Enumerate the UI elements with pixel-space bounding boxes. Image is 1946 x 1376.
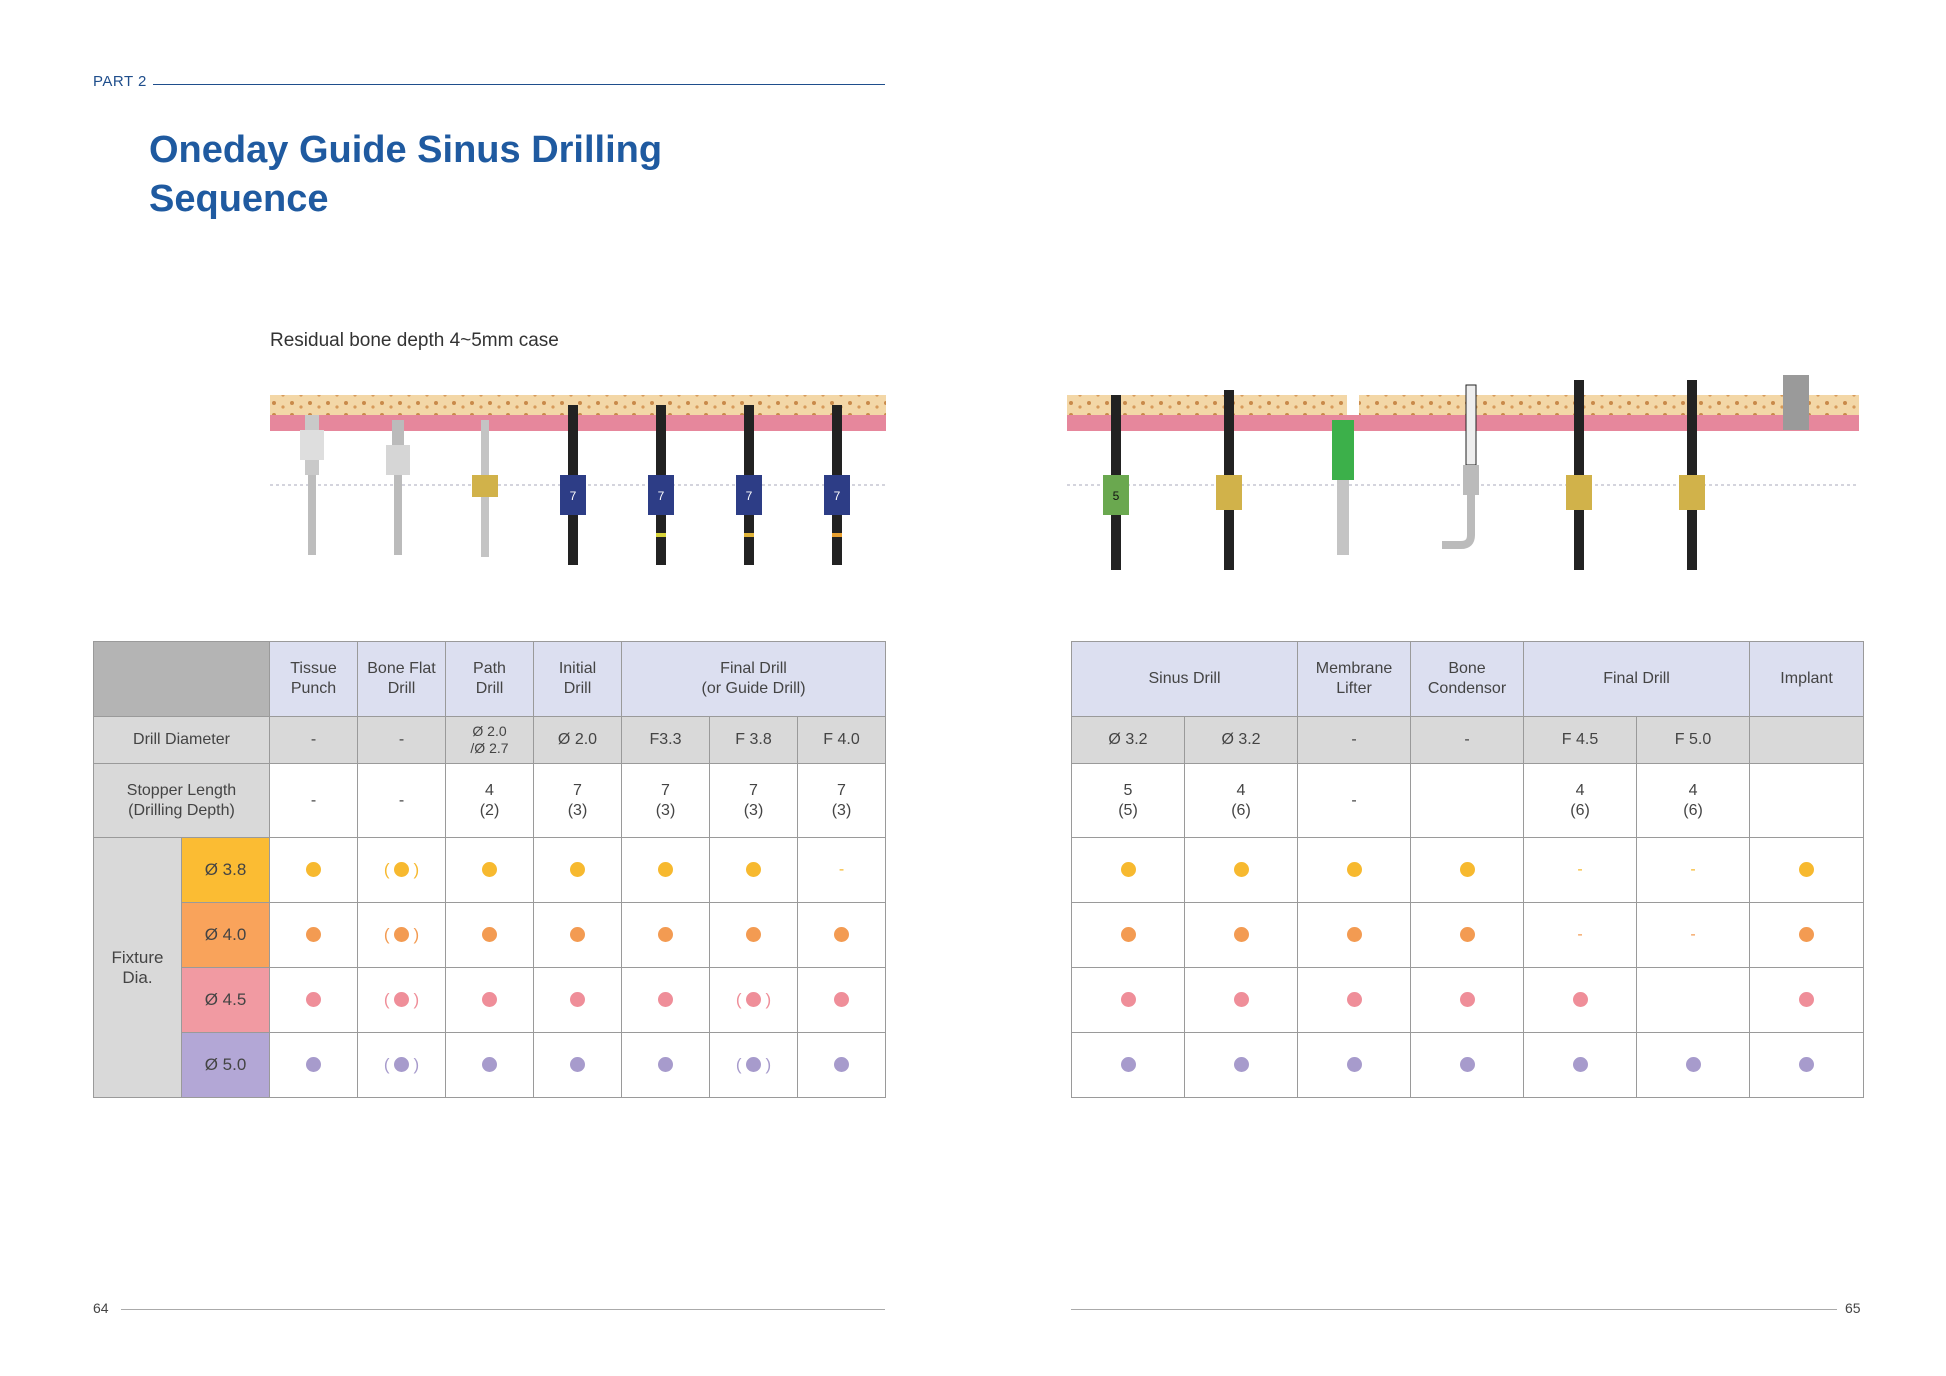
table-cell: 5 (5) xyxy=(1072,764,1185,838)
fixture-size-label: Ø 3.8 xyxy=(182,838,270,903)
indicator-cell xyxy=(1524,1033,1637,1098)
indicator-cell xyxy=(1524,903,1637,968)
table-cell: - xyxy=(1298,717,1411,764)
paren-open-icon: ( xyxy=(383,989,390,1009)
table-cell: 7 (3) xyxy=(534,764,622,838)
indicator-cell xyxy=(1750,1033,1864,1098)
recommended-dot-icon xyxy=(394,992,409,1007)
gum-layer xyxy=(1067,415,1859,431)
table-cell: F 4.0 xyxy=(798,717,886,764)
indicator-cell xyxy=(1185,968,1298,1033)
recommended-dot-icon xyxy=(1686,1057,1701,1072)
header-label: Punch xyxy=(290,680,337,697)
header-implant: Implant xyxy=(1750,642,1864,717)
table-cell: F3.3 xyxy=(622,717,710,764)
table-cell: Ø 3.2 xyxy=(1185,717,1298,764)
indicator-cell xyxy=(1072,1033,1185,1098)
sinus-drill-size-label: 5 xyxy=(1112,489,1120,503)
indicator-cell xyxy=(270,903,358,968)
indicator-cell xyxy=(798,968,886,1033)
recommended-dot-icon xyxy=(1234,927,1249,942)
indicator-cell xyxy=(446,1033,534,1098)
recommended-dot-icon xyxy=(1573,992,1588,1007)
indicator-cell xyxy=(1072,903,1185,968)
indicator-cell xyxy=(622,1033,710,1098)
table-cell: - xyxy=(1298,764,1411,838)
recommended-dot-icon xyxy=(306,862,321,877)
recommended-dot-icon xyxy=(306,1057,321,1072)
recommended-dot-icon xyxy=(394,1057,409,1072)
indicator-cell xyxy=(270,1033,358,1098)
indicator-cell xyxy=(1411,838,1524,903)
stopper-length-row xyxy=(1072,764,1864,838)
part-divider xyxy=(153,84,885,85)
table-cell: 4 (6) xyxy=(1185,764,1298,838)
indicator-cell xyxy=(1185,838,1298,903)
header-label: Drill xyxy=(475,680,504,697)
recommended-dot-icon xyxy=(306,927,321,942)
recommended-dot-icon xyxy=(1799,927,1814,942)
recommended-dot-icon xyxy=(1121,1057,1136,1072)
recommended-dot-icon xyxy=(1573,1057,1588,1072)
indicator-cell xyxy=(534,838,622,903)
table-header-row xyxy=(94,642,886,717)
indicator-cell xyxy=(710,838,798,903)
indicator-cell xyxy=(1524,838,1637,903)
paren-open-icon: ( xyxy=(735,1054,742,1074)
recommended-dot-icon xyxy=(1121,862,1136,877)
indicator-cell xyxy=(1185,1033,1298,1098)
header-label: Tissue xyxy=(290,660,337,677)
not-used-dash-icon: - xyxy=(1577,926,1583,943)
fixture-row xyxy=(1072,838,1864,903)
indicator-cell xyxy=(1298,838,1411,903)
header-sinus-drill: Sinus Drill xyxy=(1072,642,1298,717)
recommended-dot-icon xyxy=(1347,862,1362,877)
final-drill-33-size-label: 7 xyxy=(657,489,665,503)
recommended-dot-icon xyxy=(1799,862,1814,877)
paren-close-icon: ) xyxy=(413,859,420,879)
indicator-cell xyxy=(1750,968,1864,1033)
path-drill-icon xyxy=(472,420,498,557)
implant-icon xyxy=(1783,375,1809,430)
table-cell: 7 (3) xyxy=(622,764,710,838)
recommended-dot-icon xyxy=(1347,927,1362,942)
indicator-cell xyxy=(358,968,446,1033)
recommended-dot-icon xyxy=(746,992,761,1007)
recommended-dot-icon xyxy=(834,1057,849,1072)
table-cell: - xyxy=(270,764,358,838)
page-title xyxy=(149,126,662,224)
recommended-dot-icon xyxy=(570,862,585,877)
indicator-cell xyxy=(798,1033,886,1098)
recommended-dot-icon xyxy=(482,1057,497,1072)
recommended-dot-icon xyxy=(658,862,673,877)
not-used-dash-icon: - xyxy=(1690,861,1696,878)
row-label xyxy=(94,764,270,838)
indicator-cell xyxy=(1750,838,1864,903)
part-label: PART 2 xyxy=(93,73,147,90)
not-used-dash-icon: - xyxy=(838,861,845,878)
table-cell: - xyxy=(358,717,446,764)
fixture-row xyxy=(1072,903,1864,968)
table-cell: Ø 2.0 xyxy=(534,717,622,764)
indicator-cell xyxy=(1298,968,1411,1033)
table-cell: - xyxy=(270,717,358,764)
paren-close-icon: ) xyxy=(765,989,772,1009)
paren-open-icon: ( xyxy=(735,989,742,1009)
indicator-cell xyxy=(534,968,622,1033)
case-subtitle: Residual bone depth 4~5mm case xyxy=(270,330,559,351)
recommended-dot-icon xyxy=(658,992,673,1007)
fixture-dia-label: Fixture Dia. xyxy=(94,838,182,1098)
table-cell: 4 (2) xyxy=(446,764,534,838)
bone-flat-drill-icon xyxy=(386,420,410,555)
indicator-cell xyxy=(534,1033,622,1098)
fixture-row xyxy=(94,1033,886,1098)
recommended-dot-icon xyxy=(1799,1057,1814,1072)
paren-close-icon: ) xyxy=(765,1054,772,1074)
title-line-1: Oneday Guide Sinus Drilling xyxy=(149,129,663,171)
membrane-lifter-icon xyxy=(1332,420,1354,555)
indicator-cell xyxy=(446,903,534,968)
indicator-cell xyxy=(798,838,886,903)
indicator-cell xyxy=(1072,838,1185,903)
header-label: Drill xyxy=(387,680,416,697)
corner-cell xyxy=(94,642,270,717)
recommended-dot-icon xyxy=(482,862,497,877)
recommended-dot-icon xyxy=(746,927,761,942)
recommended-dot-icon xyxy=(306,992,321,1007)
indicator-cell xyxy=(270,968,358,1033)
table-cell xyxy=(1411,764,1524,838)
indicator-cell xyxy=(446,968,534,1033)
not-used-dash-icon: - xyxy=(1690,926,1696,943)
table-cell: 4 (6) xyxy=(1524,764,1637,838)
recommended-dot-icon xyxy=(1234,1057,1249,1072)
indicator-cell xyxy=(358,1033,446,1098)
header-path-drill xyxy=(446,642,534,717)
header-label: (or Guide Drill) xyxy=(701,680,806,697)
indicator-cell xyxy=(534,903,622,968)
paren-open-icon: ( xyxy=(383,859,390,879)
indicator-cell xyxy=(622,838,710,903)
cell-line: Ø 2.0 xyxy=(472,723,507,739)
recommended-dot-icon xyxy=(834,992,849,1007)
table-cell: - xyxy=(1411,717,1524,764)
table-cell: F 4.5 xyxy=(1524,717,1637,764)
fixture-size-label: Ø 5.0 xyxy=(182,1033,270,1098)
indicator-cell xyxy=(622,968,710,1033)
table-cell: - xyxy=(358,764,446,838)
recommended-dot-icon xyxy=(394,862,409,877)
header-label: Drill xyxy=(563,680,592,697)
fixture-size-label: Ø 4.5 xyxy=(182,968,270,1033)
indicator-cell xyxy=(270,838,358,903)
fixture-row xyxy=(1072,968,1864,1033)
recommended-dot-icon xyxy=(1347,992,1362,1007)
recommended-dot-icon xyxy=(1460,862,1475,877)
header-tissue-punch xyxy=(270,642,358,717)
recommended-dot-icon xyxy=(1460,927,1475,942)
indicator-cell xyxy=(1072,968,1185,1033)
header-bone-condensor: Bone Condensor xyxy=(1411,642,1524,717)
header-final-drill xyxy=(622,642,886,717)
right-drilling-table xyxy=(1071,641,1864,1098)
footer-divider-right xyxy=(1071,1309,1837,1310)
table-cell: Ø 3.2 xyxy=(1072,717,1185,764)
footer-divider-left xyxy=(121,1309,885,1310)
indicator-cell xyxy=(1637,903,1750,968)
paren-close-icon: ) xyxy=(413,1054,420,1074)
recommended-dot-icon xyxy=(1121,992,1136,1007)
drill-diameter-row xyxy=(1072,717,1864,764)
recommended-dot-icon xyxy=(1460,992,1475,1007)
right-drill-illustration xyxy=(1067,375,1859,595)
recommended-dot-icon xyxy=(482,927,497,942)
recommended-dot-icon xyxy=(658,927,673,942)
recommended-dot-icon xyxy=(658,1057,673,1072)
recommended-dot-icon xyxy=(394,927,409,942)
recommended-dot-icon xyxy=(834,927,849,942)
recommended-dot-icon xyxy=(746,1057,761,1072)
fixture-row xyxy=(94,903,886,968)
initial-drill-size-label: 7 xyxy=(569,489,577,503)
recommended-dot-icon xyxy=(1460,1057,1475,1072)
page-number-left: 64 xyxy=(93,1300,109,1316)
indicator-cell xyxy=(1411,1033,1524,1098)
stopper-length-row xyxy=(94,764,886,838)
paren-open-icon: ( xyxy=(383,1054,390,1074)
header-membrane-lifter: Membrane Lifter xyxy=(1298,642,1411,717)
fixture-row xyxy=(94,968,886,1033)
header-final-drill: Final Drill xyxy=(1524,642,1750,717)
indicator-cell xyxy=(710,1033,798,1098)
header-label: Final Drill xyxy=(720,660,787,677)
table-header-row xyxy=(1072,642,1864,717)
indicator-cell xyxy=(1411,968,1524,1033)
table-cell: 4 (6) xyxy=(1637,764,1750,838)
indicator-cell xyxy=(1637,968,1750,1033)
title-line-2: Sequence xyxy=(149,178,329,220)
paren-open-icon: ( xyxy=(383,924,390,944)
indicator-cell xyxy=(798,903,886,968)
indicator-cell xyxy=(1185,903,1298,968)
fixture-row xyxy=(1072,1033,1864,1098)
indicator-cell xyxy=(1298,903,1411,968)
indicator-cell xyxy=(1524,968,1637,1033)
row-label-line: Stopper Length xyxy=(126,781,237,799)
indicator-cell xyxy=(710,903,798,968)
header-label: Initial xyxy=(558,660,597,677)
row-label-line: (Drilling Depth) xyxy=(128,801,235,819)
indicator-cell xyxy=(1637,1033,1750,1098)
header-bone-flat-drill xyxy=(358,642,446,717)
table-cell xyxy=(1750,717,1864,764)
indicator-cell xyxy=(1750,903,1864,968)
recommended-dot-icon xyxy=(570,1057,585,1072)
recommended-dot-icon xyxy=(1234,992,1249,1007)
row-label: Drill Diameter xyxy=(94,717,270,764)
final-drill-40-size-label: 7 xyxy=(833,489,841,503)
recommended-dot-icon xyxy=(1799,992,1814,1007)
recommended-dot-icon xyxy=(1234,862,1249,877)
recommended-dot-icon xyxy=(1347,1057,1362,1072)
recommended-dot-icon xyxy=(1121,927,1136,942)
table-cell xyxy=(446,717,534,764)
indicator-cell xyxy=(358,838,446,903)
header-label: Path xyxy=(473,660,506,677)
table-cell: 7 (3) xyxy=(798,764,886,838)
not-used-dash-icon: - xyxy=(1577,861,1583,878)
header-label: Bone Flat xyxy=(367,660,436,677)
table-cell: F 5.0 xyxy=(1637,717,1750,764)
recommended-dot-icon xyxy=(746,862,761,877)
fixture-row xyxy=(94,838,886,903)
indicator-cell xyxy=(358,903,446,968)
recommended-dot-icon xyxy=(570,992,585,1007)
table-cell: F 3.8 xyxy=(710,717,798,764)
indicator-cell xyxy=(710,968,798,1033)
indicator-cell xyxy=(446,838,534,903)
left-drill-illustration xyxy=(270,375,886,595)
paren-close-icon: ) xyxy=(413,989,420,1009)
left-drilling-table xyxy=(93,641,886,1098)
recommended-dot-icon xyxy=(482,992,497,1007)
indicator-cell xyxy=(1298,1033,1411,1098)
bone-layer xyxy=(1067,395,1347,415)
table-cell: 7 (3) xyxy=(710,764,798,838)
indicator-cell xyxy=(1637,838,1750,903)
drill-diameter-row xyxy=(94,717,886,764)
recommended-dot-icon xyxy=(570,927,585,942)
table-cell xyxy=(1750,764,1864,838)
cell-line: /Ø 2.7 xyxy=(470,740,509,756)
header-initial-drill xyxy=(534,642,622,717)
indicator-cell xyxy=(1411,903,1524,968)
page-number-right: 65 xyxy=(1845,1300,1861,1316)
fixture-size-label: Ø 4.0 xyxy=(182,903,270,968)
indicator-cell xyxy=(622,903,710,968)
paren-close-icon: ) xyxy=(413,924,420,944)
final-drill-38-size-label: 7 xyxy=(745,489,753,503)
